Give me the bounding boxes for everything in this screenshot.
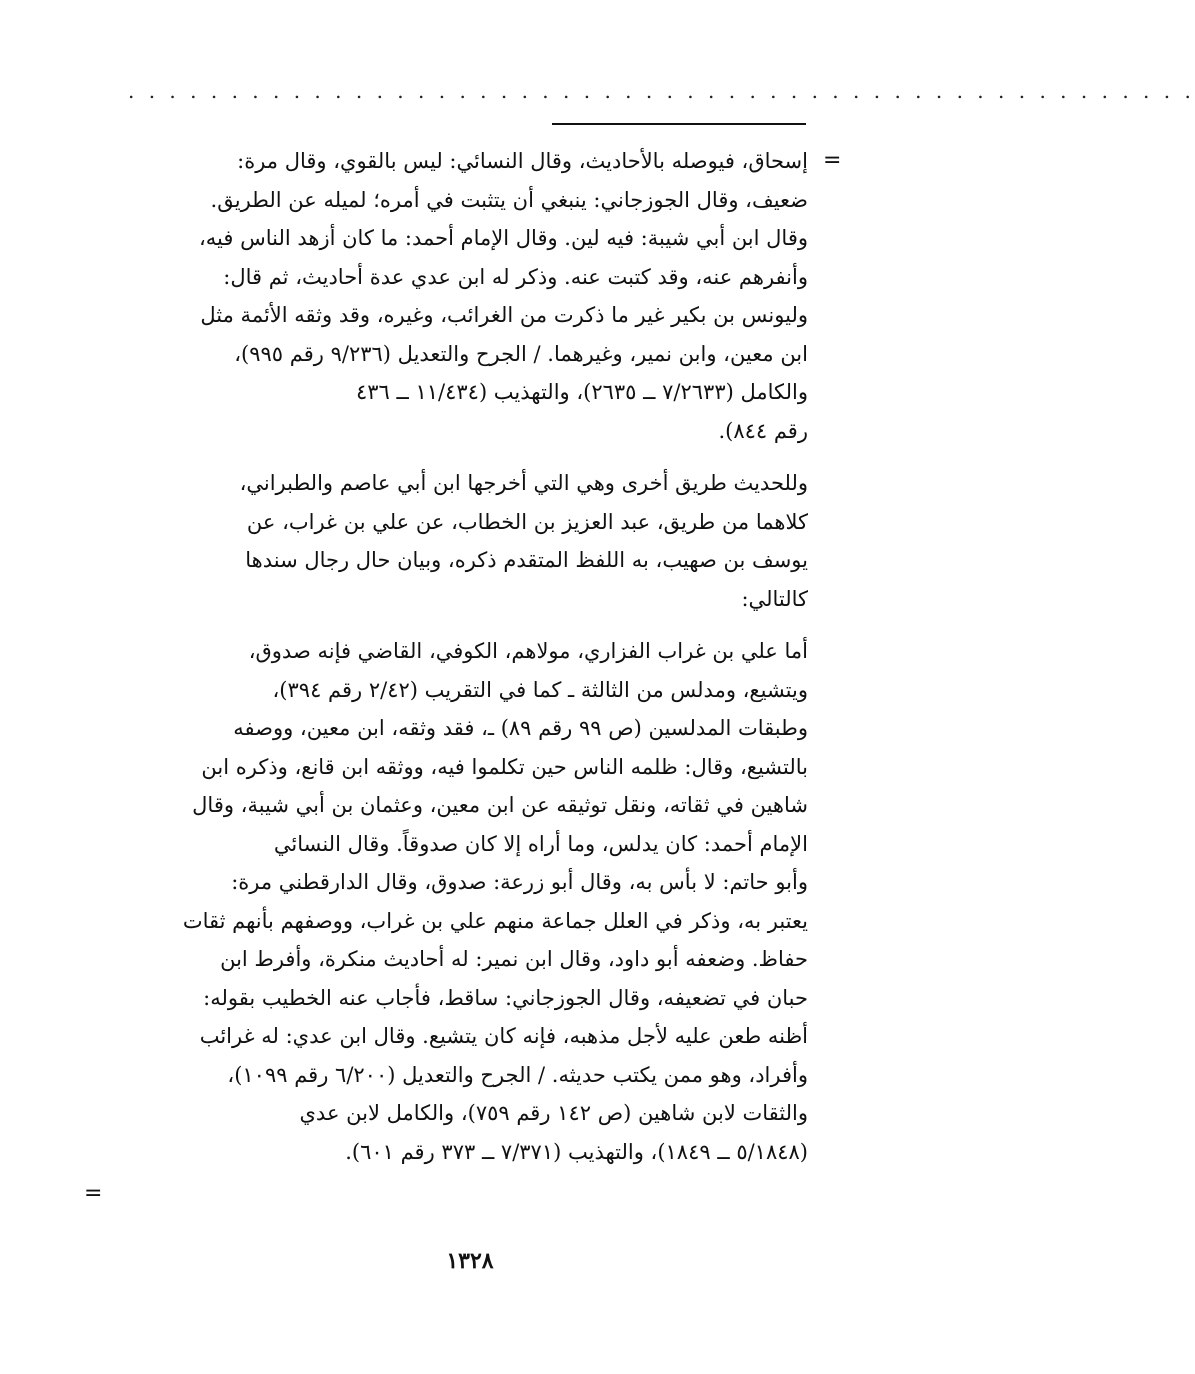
text-line: والكامل (٧/٢٦٣٣ ــ ٢٦٣٥)، والتهذيب (١١/٤٣٤ ــ ٤٣٦	[355, 380, 808, 404]
text-line: وللحديث طريق أخرى وهي التي أخرجها ابن أبي عاصم والطبراني،	[239, 471, 808, 495]
page-number: ١٣٢٨	[446, 1248, 494, 1274]
text-line: كلاهما من طريق، عبد العزيز بن الخطاب، عن علي بن غراب، عن	[246, 509, 808, 534]
paragraph-2	[128, 464, 808, 618]
dotted-separator: . . . . . . . . . . . . . . . . . . . . . . . . . . . . . . . . . . . . . . . . . . . . . . . . . . . .	[128, 79, 1195, 103]
text-line: أظنه طعن عليه لأجل مذهبه، فإنه كان يتشيع. وقال ابن عدي: له غرائب	[199, 1024, 808, 1048]
paragraph-1	[128, 142, 808, 450]
text-line: ابن معين، وابن نمير، وغيرهما. / الجرح والتعديل (٩/٢٣٦ رقم ٩٩٥)،	[234, 341, 808, 366]
text-line: وطبقات المدلسين (ص ٩٩ رقم ٨٩) ـ، فقد وثقه، ابن معين، ووصفه	[233, 716, 808, 740]
text-line: بالتشيع، وقال: ظلمه الناس حين تكلموا فيه، ووثقه ابن قانع، وذكره ابن	[201, 754, 808, 779]
text-line: وأبو حاتم: لا بأس به، وقال أبو زرعة: صدوق، وقال الدارقطني مرة:	[231, 870, 808, 894]
text-line: وليونس بن بكير غير ما ذكرت من الغرائب، وغيره، وقد وثقه الأئمة مثل	[200, 303, 808, 327]
text-line: يعتبر به، وذكر في العلل جماعة منهم علي بن غراب، ووصفهم بأنهم ثقات	[182, 908, 808, 933]
text-line: والثقات لابن شاهين (ص ١٤٢ رقم ٧٥٩)، والكامل لابن عدي	[299, 1101, 808, 1125]
text-line: وأفراد، وهو ممن يكتب حديثه. / الجرح والتعديل (٦/٢٠٠ رقم ١٠٩٩)،	[227, 1062, 808, 1087]
text-line: الإمام أحمد: كان يدلس، وما أراه إلا كان صدوقاً. وقال النسائي	[273, 831, 808, 856]
continuation-mark-bottom: =	[84, 1181, 103, 1206]
text-line: يوسف بن صهيب، به اللفظ المتقدم ذكره، وبيان حال رجال سندها	[245, 548, 808, 572]
text-line: رقم ٨٤٤).	[718, 418, 808, 443]
text-line: شاهين في ثقاته، ونقل توثيقه عن ابن معين، وعثمان بن أبي شيبة، وقال	[192, 793, 808, 817]
footnote-rule	[552, 123, 806, 125]
text-line: وقال ابن أبي شيبة: فيه لين. وقال الإمام أحمد: ما كان أزهد الناس فيه،	[199, 226, 808, 250]
text-line: ويتشيع، ومدلس من الثالثة ـ كما في التقريب (٢/٤٢ رقم ٣٩٤)،	[272, 677, 808, 702]
text-line: حفاظ. وضعفه أبو داود، وقال ابن نمير: له أحاديث منكرة، وأفرط ابن	[220, 947, 808, 971]
text-line: إسحاق، فيوصله بالأحاديث، وقال النسائي: ليس بالقوي، وقال مرة:	[237, 149, 808, 173]
text-line: كالتالي:	[741, 586, 808, 611]
continuation-mark-top: =	[823, 148, 842, 173]
text-line: وأنفرهم عنه، وقد كتبت عنه. وذكر له ابن عدي عدة أحاديث، ثم قال:	[223, 264, 808, 289]
text-line: حبان في تضعيفه، وقال الجوزجاني: ساقط، فأجاب عنه الخطيب بقوله:	[203, 985, 808, 1010]
text-line: أما علي بن غراب الفزاري، مولاهم، الكوفي، القاضي فإنه صدوق،	[248, 639, 808, 663]
paragraph-3	[128, 632, 808, 1171]
text-line: ضعيف، وقال الجوزجاني: ينبغي أن يتثبت في أمره؛ لميله عن الطريق.	[210, 187, 808, 212]
footnote-body	[128, 142, 808, 1171]
text-line: (٥/١٨٤٨ ــ ١٨٤٩)، والتهذيب (٧/٣٧١ ــ ٣٧٣ رقم ٦٠١).	[345, 1139, 808, 1164]
